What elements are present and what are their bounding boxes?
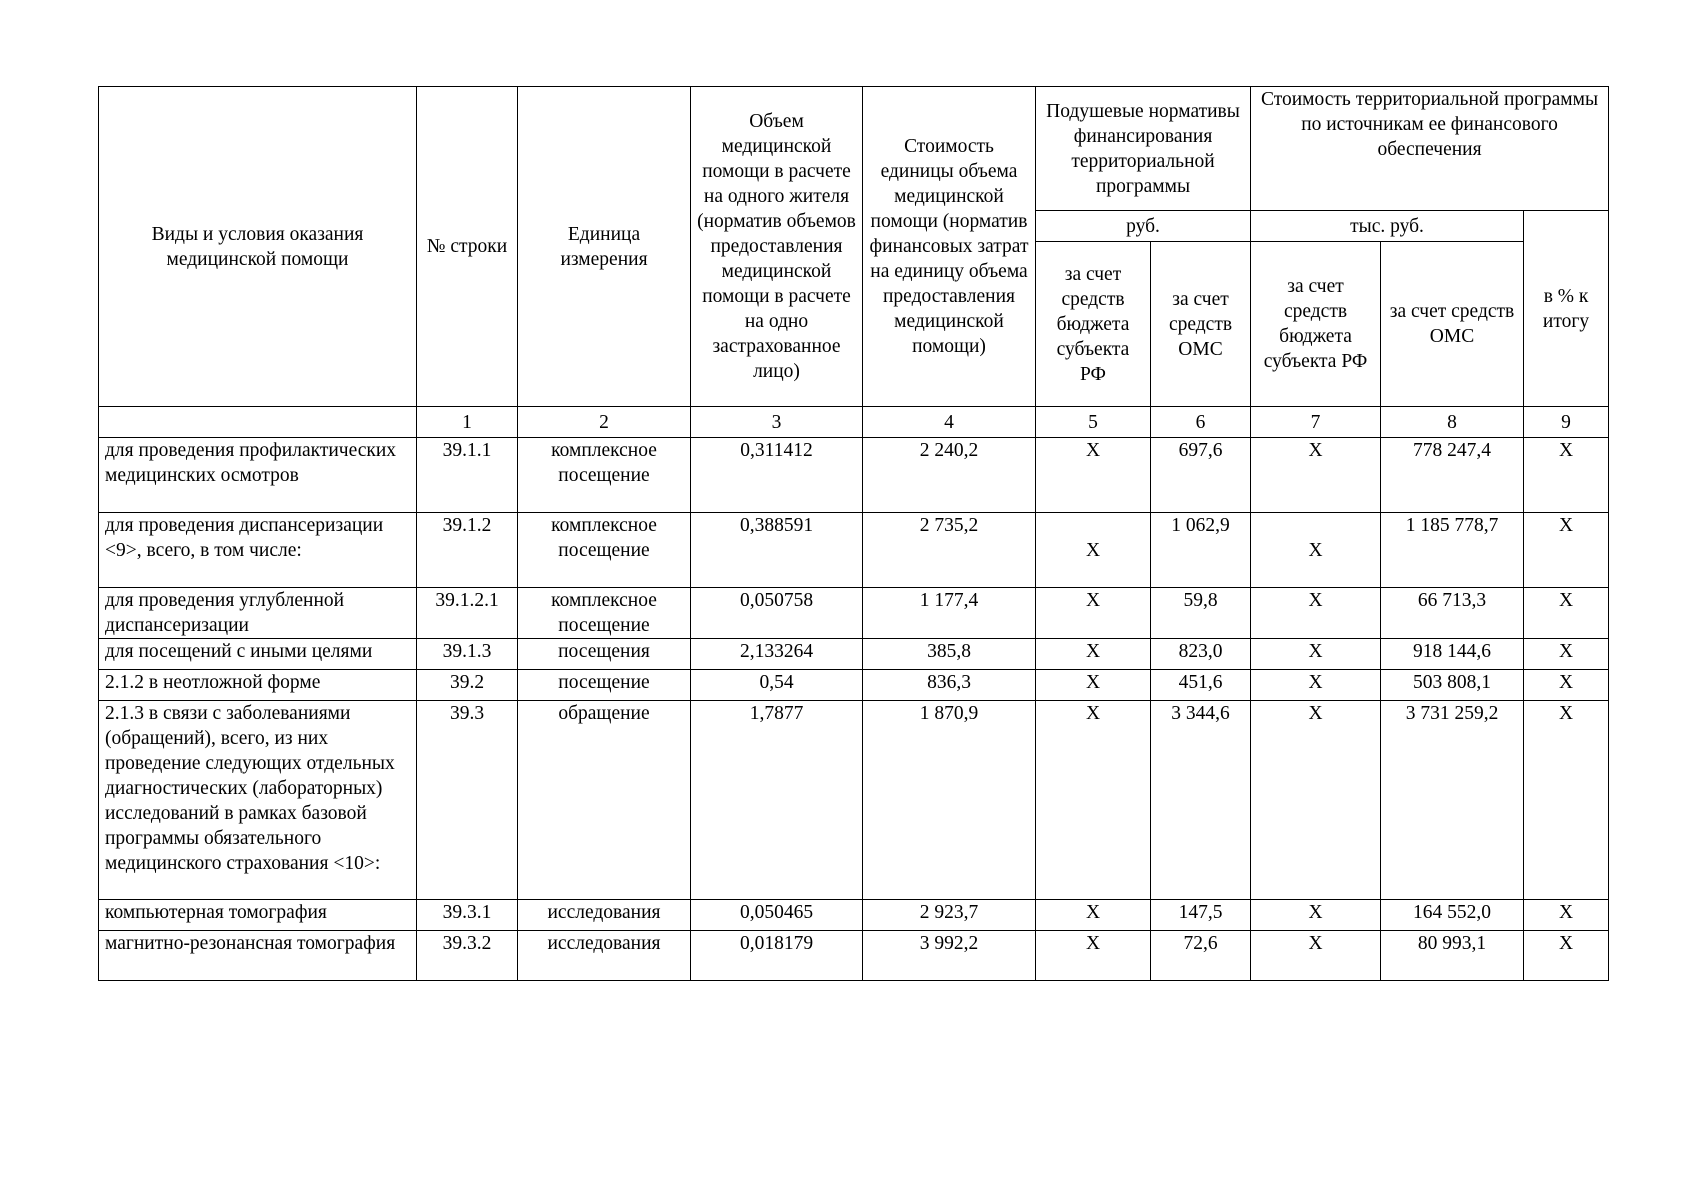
header-per-capita-group: Подушевые нормативы финансирования территориальной программы <box>1036 87 1251 211</box>
cell-oms-thousand: 1 185 778,7 <box>1381 513 1524 588</box>
cell-budget-rub: X <box>1036 701 1151 900</box>
cell-oms-rub: 823,0 <box>1151 639 1251 670</box>
cell-budget-rub: X <box>1036 588 1151 639</box>
column-number: 5 <box>1036 407 1151 438</box>
cell-row-number: 39.3 <box>417 701 518 900</box>
column-number: 9 <box>1524 407 1609 438</box>
cell-unit-cost: 385,8 <box>863 639 1036 670</box>
cell-unit: исследования <box>518 931 691 981</box>
header-unit-cost: Стоимость единицы объема медицинской помощи (норматив финансовых затрат на единицу объема предоставления медицинской помощи) <box>863 87 1036 407</box>
cell-volume: 0,018179 <box>691 931 863 981</box>
cell-budget-rub: X <box>1036 513 1151 588</box>
header-oms-thousand: за счет средств ОМС <box>1381 242 1524 407</box>
cell-unit: посещение <box>518 670 691 701</box>
column-number: 1 <box>417 407 518 438</box>
cell-oms-rub: 697,6 <box>1151 438 1251 513</box>
cell-percent: X <box>1524 670 1609 701</box>
cell-budget-thousand: X <box>1251 513 1381 588</box>
header-budget-thousand: за счет средств бюджета субъекта РФ <box>1251 242 1381 407</box>
cell-budget-rub: X <box>1036 438 1151 513</box>
column-number: 6 <box>1151 407 1251 438</box>
cell-volume: 1,7877 <box>691 701 863 900</box>
cell-unit-cost: 2 240,2 <box>863 438 1036 513</box>
cell-oms-rub: 1 062,9 <box>1151 513 1251 588</box>
table-row <box>99 900 1609 931</box>
header-program-cost-group: Стоимость территориальной программы по источникам ее финансового обеспечения <box>1251 87 1609 211</box>
cell-volume: 0,050465 <box>691 900 863 931</box>
cell-unit-cost: 2 923,7 <box>863 900 1036 931</box>
cell-oms-thousand: 66 713,3 <box>1381 588 1524 639</box>
table-row <box>99 670 1609 701</box>
cell-unit: исследования <box>518 900 691 931</box>
cell-budget-thousand: X <box>1251 701 1381 900</box>
cell-unit: комплексное посещение <box>518 513 691 588</box>
cell-row-number: 39.1.1 <box>417 438 518 513</box>
header-volume: Объем медицинской помощи в расчете на одного жителя (норматив объемов предоставления медицинской помощи в расчете на одно застрахованное лицо) <box>691 87 863 407</box>
cell-unit-cost: 2 735,2 <box>863 513 1036 588</box>
cell-row-number: 39.3.1 <box>417 900 518 931</box>
cell-name: для посещений с иными целями <box>99 639 417 670</box>
cell-budget-thousand: X <box>1251 639 1381 670</box>
cell-budget-thousand: X <box>1251 588 1381 639</box>
column-number <box>99 407 417 438</box>
cell-oms-thousand: 3 731 259,2 <box>1381 701 1524 900</box>
cell-budget-rub: X <box>1036 900 1151 931</box>
table-row <box>99 588 1609 639</box>
cell-oms-thousand: 164 552,0 <box>1381 900 1524 931</box>
column-number: 7 <box>1251 407 1381 438</box>
cell-name: компьютерная томография <box>99 900 417 931</box>
cell-unit: комплексное посещение <box>518 438 691 513</box>
cell-row-number: 39.1.3 <box>417 639 518 670</box>
table-row <box>99 639 1609 670</box>
cell-volume: 0,050758 <box>691 588 863 639</box>
cell-percent: X <box>1524 438 1609 513</box>
cell-name: 2.1.3 в связи с заболеваниями (обращений), всего, из них проведение следующих отдельных диагностических (лабораторных) исследований в рамках базовой программы обязательного медицинского страхования <10>: <box>99 701 417 900</box>
cell-oms-thousand: 778 247,4 <box>1381 438 1524 513</box>
table-row <box>99 701 1609 900</box>
header-unit-thousand-rub: тыс. руб. <box>1251 211 1524 242</box>
cell-unit: комплексное посещение <box>518 588 691 639</box>
cell-oms-rub: 3 344,6 <box>1151 701 1251 900</box>
cell-oms-rub: 72,6 <box>1151 931 1251 981</box>
cell-percent: X <box>1524 701 1609 900</box>
cell-oms-thousand: 80 993,1 <box>1381 931 1524 981</box>
cell-row-number: 39.3.2 <box>417 931 518 981</box>
header-unit: Единица измерения <box>518 87 691 407</box>
financing-table <box>98 86 1609 981</box>
header-percent-total: в % к итогу <box>1524 211 1609 407</box>
cell-oms-rub: 59,8 <box>1151 588 1251 639</box>
cell-name: для проведения диспансеризации <9>, всего, в том числе: <box>99 513 417 588</box>
column-number: 4 <box>863 407 1036 438</box>
cell-budget-thousand: X <box>1251 900 1381 931</box>
cell-percent: X <box>1524 639 1609 670</box>
cell-name: для проведения углубленной диспансеризации <box>99 588 417 639</box>
cell-budget-rub: X <box>1036 639 1151 670</box>
column-number: 3 <box>691 407 863 438</box>
table-row <box>99 931 1609 981</box>
cell-budget-thousand: X <box>1251 931 1381 981</box>
cell-name: магнитно-резонансная томография <box>99 931 417 981</box>
cell-name: для проведения профилактических медицинских осмотров <box>99 438 417 513</box>
header-unit-rub: руб. <box>1036 211 1251 242</box>
cell-percent: X <box>1524 513 1609 588</box>
header-budget-rub: за счет средств бюджета субъекта РФ <box>1036 242 1151 407</box>
cell-volume: 0,388591 <box>691 513 863 588</box>
header-row-number: № строки <box>417 87 518 407</box>
cell-row-number: 39.1.2 <box>417 513 518 588</box>
cell-budget-rub: X <box>1036 931 1151 981</box>
cell-oms-thousand: 503 808,1 <box>1381 670 1524 701</box>
cell-unit: посещения <box>518 639 691 670</box>
cell-oms-thousand: 918 144,6 <box>1381 639 1524 670</box>
header-oms-rub: за счет средств ОМС <box>1151 242 1251 407</box>
column-number: 8 <box>1381 407 1524 438</box>
cell-unit-cost: 3 992,2 <box>863 931 1036 981</box>
cell-unit: обращение <box>518 701 691 900</box>
header-name: Виды и условия оказания медицинской помощи <box>99 87 417 407</box>
table-row <box>99 513 1609 588</box>
cell-percent: X <box>1524 900 1609 931</box>
cell-oms-rub: 451,6 <box>1151 670 1251 701</box>
cell-percent: X <box>1524 588 1609 639</box>
cell-volume: 0,54 <box>691 670 863 701</box>
cell-volume: 2,133264 <box>691 639 863 670</box>
cell-unit-cost: 836,3 <box>863 670 1036 701</box>
cell-budget-thousand: X <box>1251 670 1381 701</box>
column-number: 2 <box>518 407 691 438</box>
cell-oms-rub: 147,5 <box>1151 900 1251 931</box>
cell-row-number: 39.1.2.1 <box>417 588 518 639</box>
cell-unit-cost: 1 870,9 <box>863 701 1036 900</box>
cell-budget-thousand: X <box>1251 438 1381 513</box>
cell-name: 2.1.2 в неотложной форме <box>99 670 417 701</box>
cell-volume: 0,311412 <box>691 438 863 513</box>
cell-percent: X <box>1524 931 1609 981</box>
table-row <box>99 438 1609 513</box>
cell-budget-rub: X <box>1036 670 1151 701</box>
cell-row-number: 39.2 <box>417 670 518 701</box>
cell-unit-cost: 1 177,4 <box>863 588 1036 639</box>
